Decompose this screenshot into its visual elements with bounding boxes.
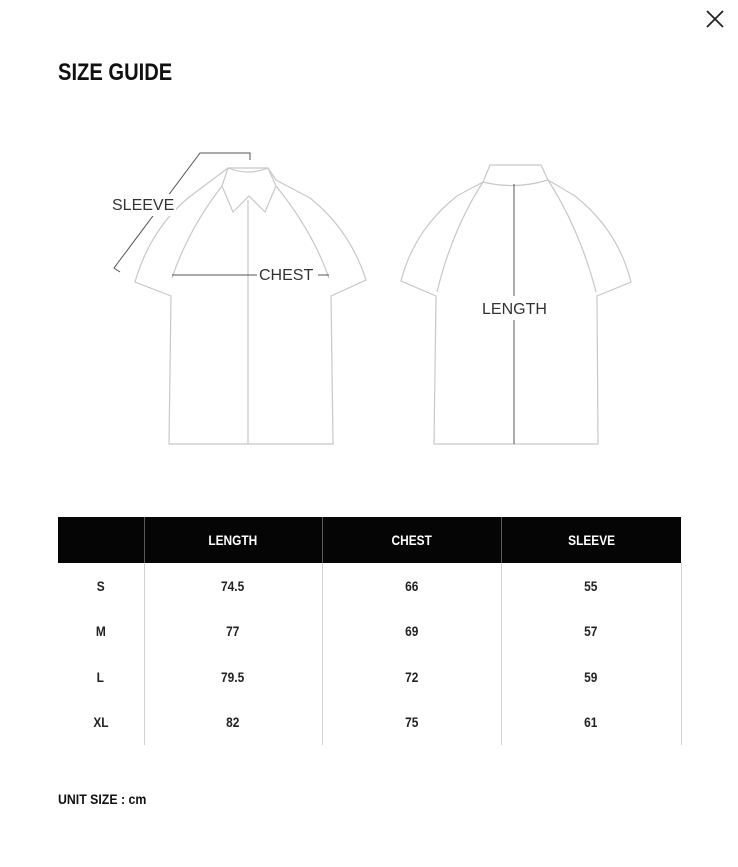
sleeve-cell: 59	[501, 654, 681, 700]
unit-size-note: UNIT SIZE : cm	[58, 791, 147, 807]
length-cell: 77	[144, 609, 322, 655]
length-cell: 82	[144, 700, 322, 746]
table-row	[58, 563, 681, 609]
length-cell: 74.5	[144, 563, 322, 609]
size-cell: S	[96, 577, 105, 594]
chest-cell: 69	[322, 609, 501, 655]
chest-cell: 72	[322, 654, 501, 700]
length-label: LENGTH	[482, 301, 547, 318]
header-cell-length: LENGTH	[144, 517, 322, 563]
size-cell: M	[95, 623, 106, 640]
size-table	[58, 517, 682, 745]
sleeve-cell: 57	[501, 609, 681, 655]
table-header-row	[58, 517, 681, 563]
header-cell-sleeve: SLEEVE	[501, 517, 681, 563]
chest-label: CHEST	[259, 267, 314, 284]
header-cell-chest: CHEST	[322, 517, 501, 563]
table-row	[58, 609, 681, 655]
size-cell: XL	[93, 714, 109, 731]
sleeve-cell: 55	[501, 563, 681, 609]
chest-cell: 75	[322, 700, 501, 746]
chest-cell: 66	[322, 563, 501, 609]
page-title: SIZE GUIDE	[58, 59, 173, 86]
table-row	[58, 700, 681, 746]
table-row	[58, 654, 681, 700]
sleeve-label: SLEEVE	[112, 197, 175, 214]
size-cell: L	[97, 668, 105, 685]
sleeve-cell: 61	[501, 700, 681, 746]
length-cell: 79.5	[144, 654, 322, 700]
header-cell-size	[58, 517, 144, 563]
